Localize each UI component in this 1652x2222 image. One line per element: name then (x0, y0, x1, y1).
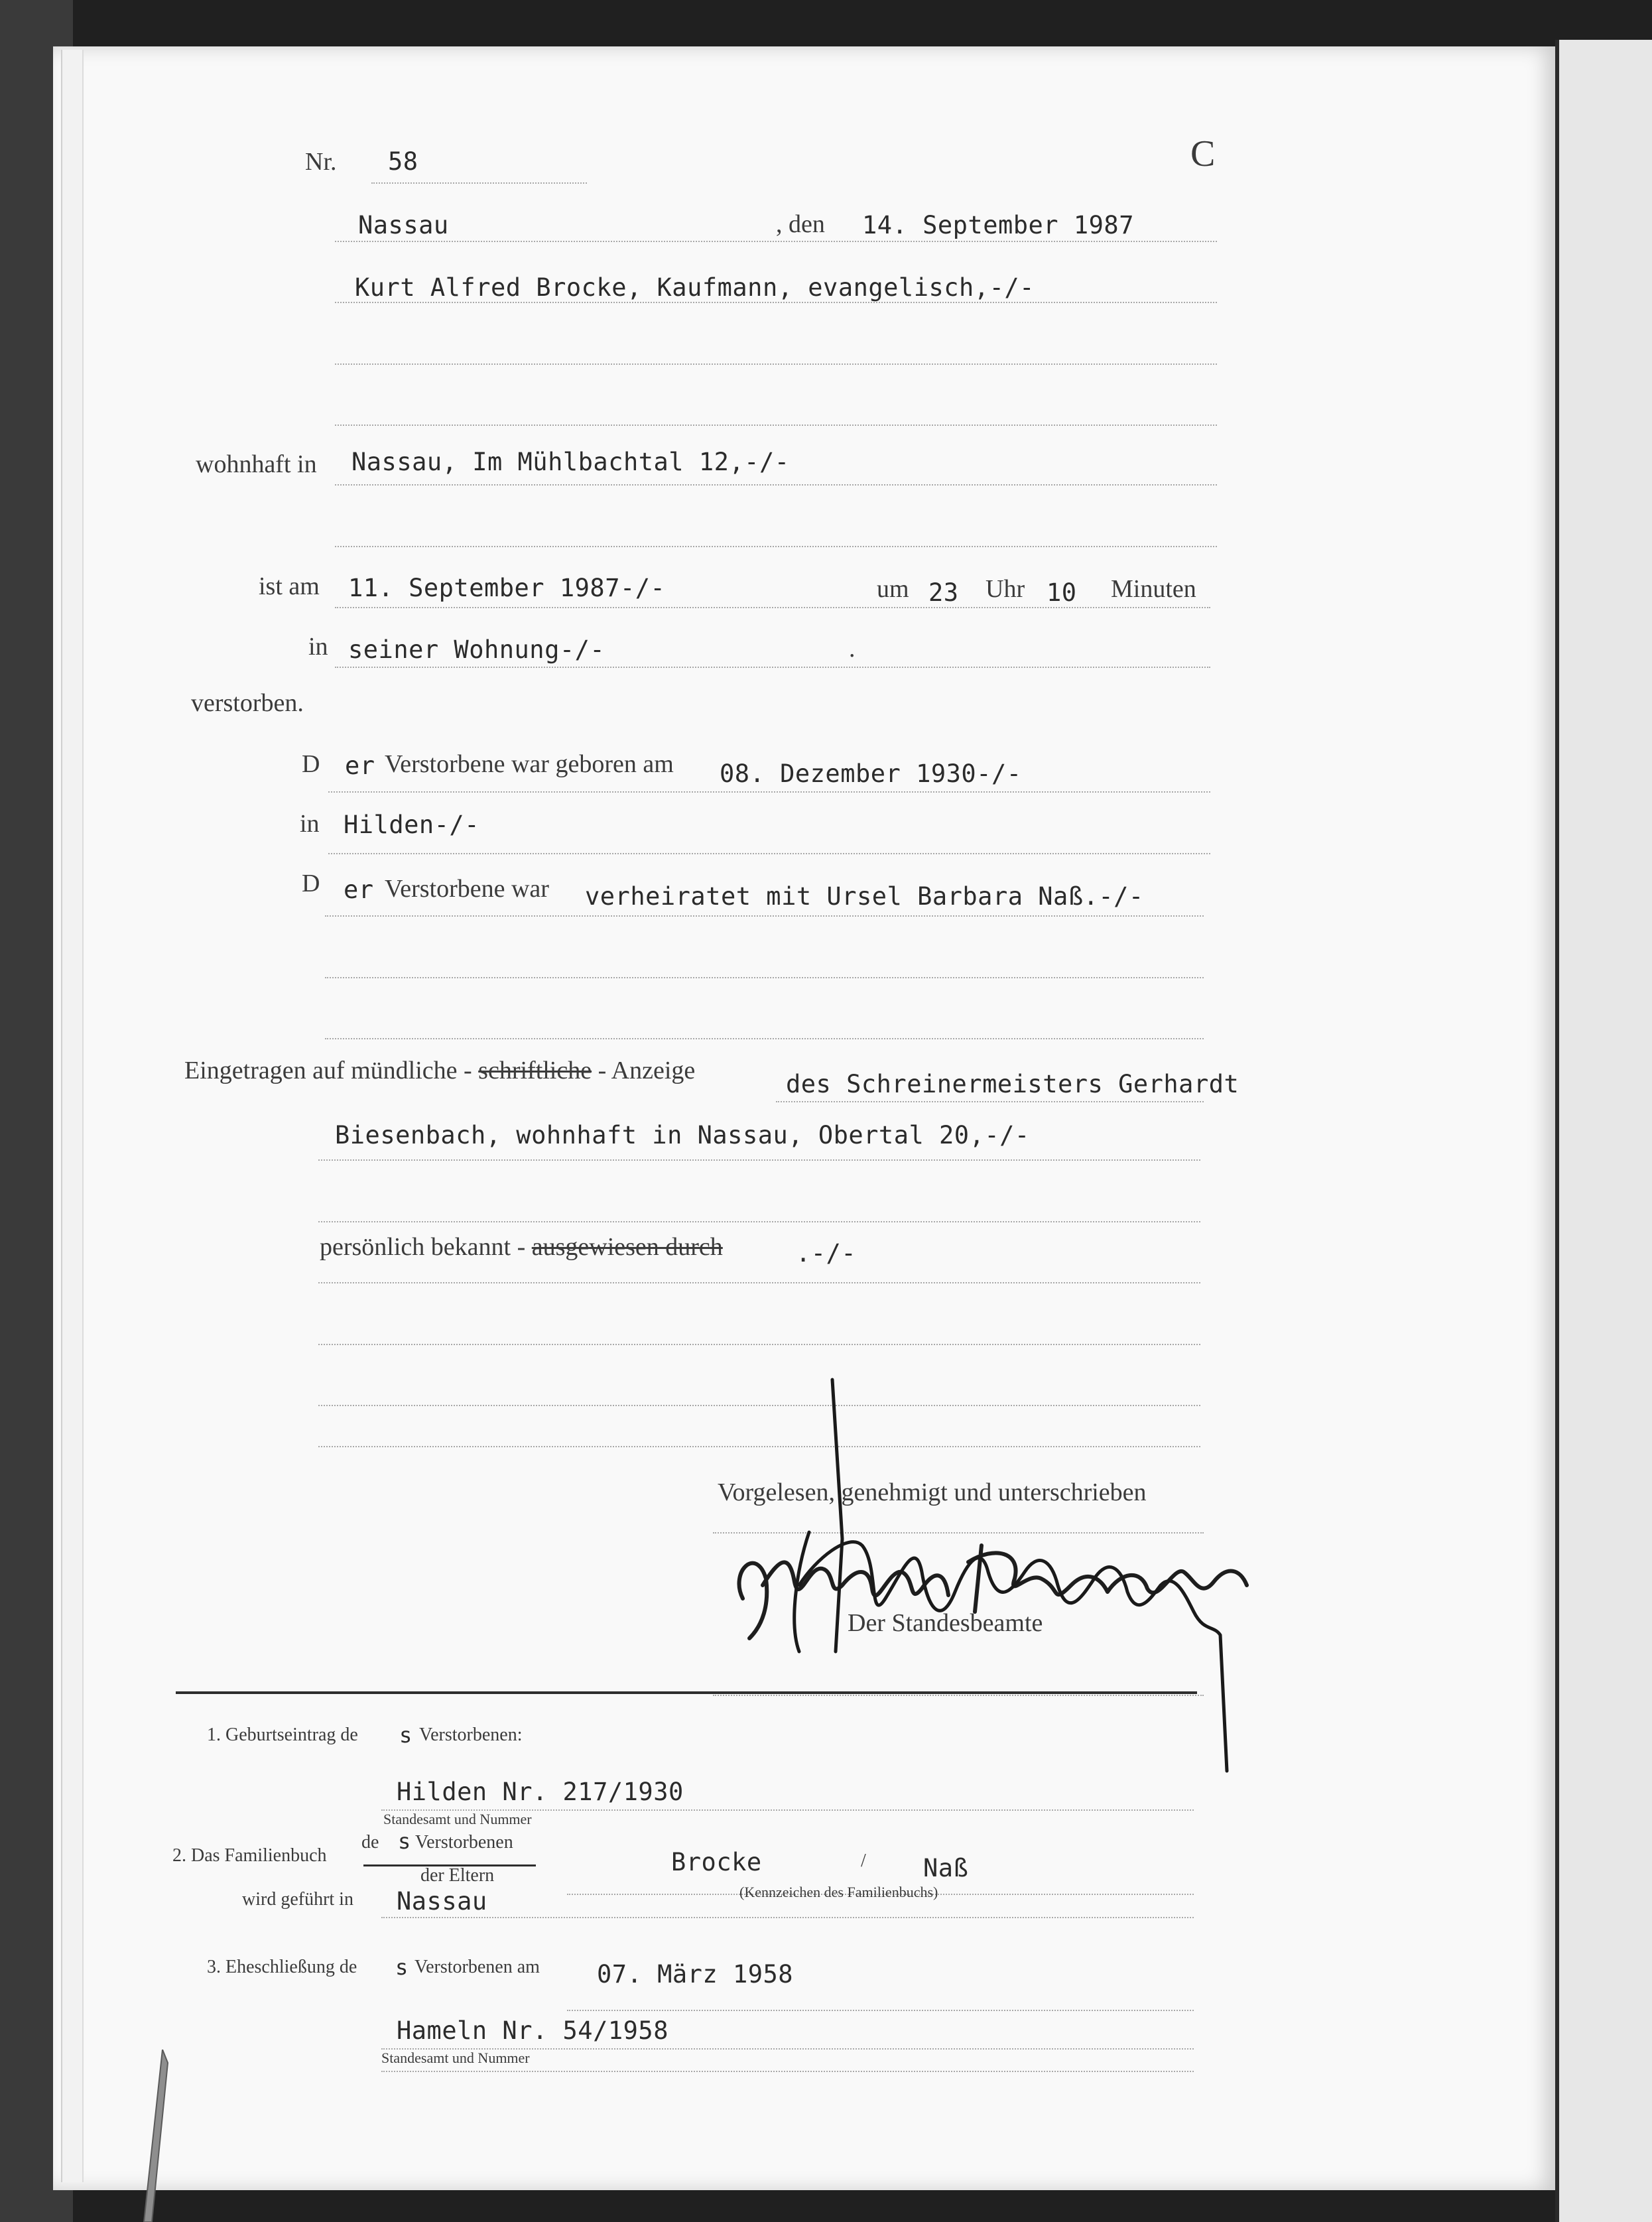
form-line (318, 1282, 1200, 1283)
page-stack-edge (61, 50, 84, 2182)
deceased-name: Kurt Alfred Brocke, Kaufmann, evangelisch,-/- (355, 273, 1035, 302)
registry-place: Nassau (358, 211, 449, 239)
form-line (335, 241, 1217, 242)
family-book-name-b: Naß (923, 1854, 969, 1882)
known-label: persönlich bekannt - (320, 1233, 526, 1261)
note-2-s: s (398, 1829, 411, 1854)
form-line (335, 302, 1217, 303)
den-label: , den (776, 210, 825, 238)
pen-tip (143, 2050, 169, 2222)
form-line (318, 1344, 1200, 1345)
registration-label-a: Eingetragen auf mündliche - (184, 1057, 472, 1084)
note-1-s: s (399, 1723, 413, 1748)
birth-label: Verstorbene war geboren am (385, 750, 674, 778)
death-in-label: in (308, 633, 328, 661)
form-line (328, 791, 1210, 793)
note-2-label-a: 2. Das Familienbuch (172, 1845, 327, 1866)
informant-line-2: Biesenbach, wohnhaft in Nassau, Obertal 20,-/- (335, 1121, 1030, 1149)
form-line (335, 484, 1217, 486)
form-line (335, 607, 1210, 608)
section-divider (176, 1691, 1197, 1694)
identification-label (320, 1232, 723, 1262)
family-book-place: Nassau (397, 1887, 487, 1916)
note-1-label-a: 1. Geburtseintrag de (207, 1725, 358, 1745)
death-place: seiner Wohnung-/- (348, 635, 605, 664)
form-line (318, 1159, 1200, 1161)
um-label: um (877, 575, 909, 603)
note-3-label-b: Verstorbenen am (414, 1957, 540, 1977)
registrar-label: Der Standesbeamte (848, 1609, 1043, 1637)
registration-struck-option: schriftliche (478, 1057, 592, 1084)
form-line (335, 667, 1210, 668)
form-line (567, 2010, 1194, 2011)
family-book-name-a: Brocke (671, 1848, 762, 1876)
form-line (335, 425, 1217, 426)
form-line (371, 182, 587, 184)
entry-number: 58 (388, 147, 418, 176)
note-2-label-c: der Eltern (420, 1865, 495, 1886)
identification-suffix: .-/- (796, 1239, 857, 1268)
read-approved-label: Vorgelesen, genehmigt und unterschrieben (718, 1478, 1147, 1506)
form-line (325, 915, 1204, 917)
birth-date: 08. Dezember 1930-/- (720, 759, 1022, 788)
form-line (318, 1221, 1200, 1222)
ist-am-label: ist am (259, 572, 320, 600)
marriage-register-ref: Hameln Nr. 54/1958 (397, 2016, 668, 2045)
note-1-label-b: Verstorbenen: (419, 1725, 523, 1745)
informant-line-1: des Schreinermeisters Gerhardt (786, 1070, 1239, 1098)
family-book-slash: / (861, 1851, 866, 1871)
birth-place: Hilden-/- (344, 811, 479, 839)
verstorben-label: verstorben. (191, 689, 304, 717)
note-3-label-a: 3. Eheschließung de (207, 1957, 357, 1977)
form-line (335, 363, 1217, 365)
note-2-caption: (Kennzeichen des Familienbuchs) (739, 1884, 938, 1900)
birth-in-label: in (300, 810, 320, 838)
form-line (381, 1917, 1194, 1918)
birth-prefix-d: D (302, 750, 320, 778)
form-line (335, 546, 1217, 547)
marriage-date: 07. März 1958 (597, 1960, 794, 1989)
birth-register-ref: Hilden Nr. 217/1930 (397, 1778, 684, 1806)
minuten-label: Minuten (1111, 575, 1196, 603)
facing-page-edge (1555, 40, 1652, 2222)
register-letter: C (1190, 133, 1216, 174)
marital-typed-er: er (344, 876, 374, 904)
identification-struck-option: ausgewiesen durch (531, 1233, 723, 1261)
marital-status: verheiratet mit Ursel Barbara Naß.-/- (585, 882, 1144, 911)
death-minutes: 10 (1047, 578, 1077, 607)
note-2-label-d: wird geführt in (242, 1889, 353, 1910)
deceased-residence: Nassau, Im Mühlbachtal 12,-/- (351, 448, 790, 476)
registration-label (184, 1056, 695, 1085)
birth-typed-er: er (345, 752, 375, 780)
registrar-signature (769, 1373, 1273, 1784)
note-2-label-b: Verstorbenen (415, 1832, 513, 1853)
form-line (776, 1101, 1204, 1102)
form-line (381, 2071, 1194, 2072)
death-hour: 23 (928, 578, 959, 607)
form-line (325, 977, 1204, 978)
death-date: 11. September 1987-/- (348, 574, 666, 602)
note-2-de: de (361, 1832, 379, 1853)
note-1-caption: Standesamt und Nummer (383, 1811, 532, 1827)
note-3-caption: Standesamt und Nummer (381, 2050, 530, 2066)
form-line (328, 853, 1210, 854)
nr-label: Nr. (305, 148, 337, 176)
registry-date: 14. September 1987 (862, 211, 1134, 239)
note-3-s: s (395, 1955, 409, 1980)
form-line (325, 1038, 1204, 1039)
register-page (53, 46, 1555, 2190)
registration-label-b: - Anzeige (598, 1057, 696, 1084)
uhr-label: Uhr (985, 575, 1025, 603)
residence-label: wohnhaft in (196, 450, 317, 478)
marital-prefix-d: D (302, 870, 320, 897)
marital-label: Verstorbene war (385, 875, 549, 903)
period-mark: . (849, 635, 856, 663)
